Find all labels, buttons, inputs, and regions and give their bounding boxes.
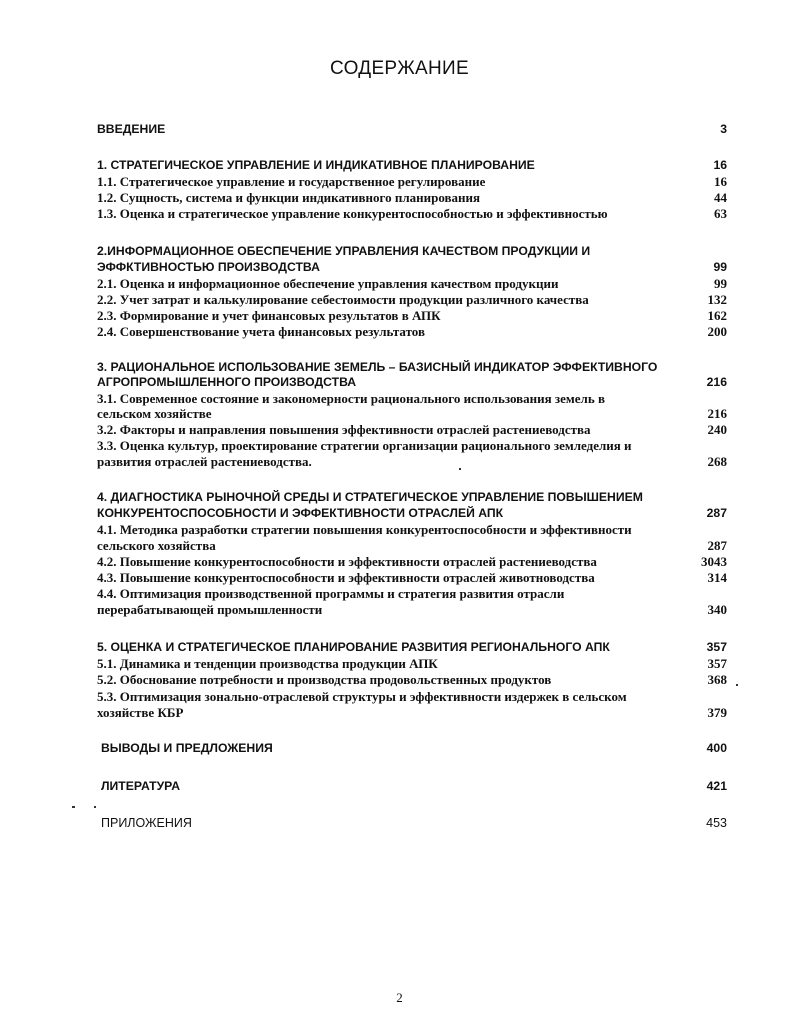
toc-page-number: 400	[706, 741, 727, 755]
toc-page-number: 453	[706, 816, 727, 830]
toc-page-number: 287	[706, 506, 727, 520]
toc-item-1-2[interactable]	[97, 190, 727, 205]
toc-item-4-1-line1[interactable]	[97, 522, 727, 537]
toc-page-number: 162	[707, 308, 727, 323]
toc-entry-intro[interactable]	[97, 122, 727, 137]
toc-entry-literature[interactable]	[101, 779, 727, 794]
toc-item-3-1-line1[interactable]	[97, 391, 727, 406]
toc-page-number: 357	[706, 640, 727, 654]
scan-speck	[94, 806, 96, 808]
toc-section-1[interactable]	[97, 158, 727, 173]
toc-page-number: 16	[713, 158, 727, 172]
scan-speck	[72, 806, 75, 808]
toc-item-label: 3.2. Факторы и направления повышения эффективности отраслей растениеводства	[97, 422, 591, 437]
scan-speck	[736, 684, 738, 686]
toc-item-3-3-line1[interactable]	[97, 438, 727, 453]
toc-item-label: 5.1. Динамика и тенденции производства продукции АПК	[97, 656, 438, 671]
toc-section-label: ЭФФКТИВНОСТЬЮ ПРОИЗВОДСТВА	[97, 260, 320, 274]
toc-section-4-line1[interactable]	[97, 490, 727, 505]
toc-page-number: 63	[714, 206, 727, 221]
toc-entry-appendices[interactable]	[101, 816, 727, 831]
toc-item-3-2[interactable]	[97, 422, 727, 437]
toc-section-4-line2[interactable]	[97, 506, 727, 521]
toc-item-5-1[interactable]	[97, 656, 727, 671]
toc-item-4-4-line2[interactable]	[97, 602, 727, 617]
toc-section-label: 1. СТРАТЕГИЧЕСКОЕ УПРАВЛЕНИЕ И ИНДИКАТИВНОЕ ПЛАНИРОВАНИЕ	[97, 158, 535, 172]
toc-entry-label: ЛИТЕРАТУРА	[101, 779, 181, 793]
toc-item-label: 2.4. Совершенствование учета финансовых результатов	[97, 324, 426, 339]
toc-item-label: 3.3. Оценка культур, проектирование стратегии организации рационального земледелия и	[97, 438, 632, 453]
toc-section-2-line2[interactable]	[97, 260, 727, 275]
toc-entry-label: ВВЕДЕНИЕ	[97, 122, 166, 136]
toc-item-label: перерабатывающей промышленности	[97, 602, 323, 617]
toc-item-label: 4.4. Оптимизация производственной программы и стратегия развития отрасли	[97, 586, 565, 601]
toc-page-number: 421	[706, 779, 727, 793]
toc-item-2-4[interactable]	[97, 324, 727, 339]
toc-item-label: 1.3. Оценка и стратегическое управление конкурентоспособностью и эффективностью	[97, 206, 608, 221]
toc-page-number: 216	[707, 406, 727, 421]
page-title: СОДЕРЖАНИЕ	[330, 58, 469, 79]
toc-item-4-3[interactable]	[97, 570, 727, 585]
toc-entry-conclusions[interactable]	[101, 741, 727, 756]
toc-item-label: развития отраслей растениеводства.	[97, 454, 312, 469]
toc-section-label: 4. ДИАГНОСТИКА РЫНОЧНОЙ СРЕДЫ И СТРАТЕГИЧЕСКОЕ УПРАВЛЕНИЕ ПОВЫШЕНИЕМ	[97, 490, 643, 504]
toc-item-label: сельском хозяйстве	[97, 406, 212, 421]
toc-item-4-4-line1[interactable]	[97, 586, 727, 601]
toc-item-label: 5.3. Оптимизация зонально-отраслевой структуры и эффективности издержек в сельском	[97, 689, 627, 704]
toc-item-1-1[interactable]	[97, 174, 727, 189]
page-number: 2	[396, 990, 403, 1005]
toc-page-number: 268	[707, 454, 727, 469]
toc-page-number: 368	[707, 672, 727, 687]
toc-section-label: АГРОПРОМЫШЛЕННОГО ПРОИЗВОДСТВА	[97, 375, 357, 389]
toc-page-number: 357	[707, 656, 727, 671]
toc-item-label: 2.3. Формирование и учет финансовых результатов в АПК	[97, 308, 441, 323]
toc-entry-label: ВЫВОДЫ И ПРЕДЛОЖЕНИЯ	[101, 741, 273, 755]
toc-page-number: 132	[707, 292, 727, 307]
toc-page-number: 3043	[701, 554, 727, 569]
toc-item-label: 5.2. Обоснование потребности и производства продовольственных продуктов	[97, 672, 552, 687]
toc-page-number: 314	[707, 570, 727, 585]
toc-section-5[interactable]	[97, 640, 727, 655]
toc-section-label: 5. ОЦЕНКА И СТРАТЕГИЧЕСКОЕ ПЛАНИРОВАНИЕ РАЗВИТИЯ РЕГИОНАЛЬНОГО АПК	[97, 640, 610, 654]
toc-item-5-3-line2[interactable]	[97, 705, 727, 720]
toc-item-2-3[interactable]	[97, 308, 727, 323]
toc-item-label: хозяйстве КБР	[97, 705, 184, 720]
toc-page-number: 240	[707, 422, 727, 437]
toc-section-label: КОНКУРЕНТОСПОСОБНОСТИ И ЭФФЕКТИВНОСТИ ОТРАСЛЕЙ АПК	[97, 506, 504, 520]
toc-item-label: 4.1. Методика разработки стратегии повышения конкурентоспособности и эффективности	[97, 522, 632, 537]
toc-item-3-3-line2[interactable]	[97, 454, 727, 469]
toc-page-number: 287	[707, 538, 727, 553]
scan-speck	[459, 468, 461, 470]
toc-page-number: 16	[714, 174, 727, 189]
toc-item-label: сельского хозяйства	[97, 538, 216, 553]
toc-item-label: 2.1. Оценка и информационное обеспечение управления качеством продукции	[97, 276, 559, 291]
toc-page-number: 99	[713, 260, 727, 274]
toc-item-5-3-line1[interactable]	[97, 689, 727, 704]
toc-item-label: 3.1. Современное состояние и закономерности рационального использования земель в	[97, 391, 605, 406]
toc-item-4-2[interactable]	[97, 554, 727, 569]
toc-item-4-1-line2[interactable]	[97, 538, 727, 553]
toc-page-number: 44	[714, 190, 727, 205]
toc-page-number: 99	[714, 276, 727, 291]
toc-item-label: 1.1. Стратегическое управление и государственное регулирование	[97, 174, 486, 189]
toc-page-number: 379	[707, 705, 727, 720]
toc-page-number: 340	[707, 602, 727, 617]
toc-section-3-line2[interactable]	[97, 375, 727, 390]
toc-item-2-1[interactable]	[97, 276, 727, 291]
toc-section-label: 2.ИНФОРМАЦИОННОЕ ОБЕСПЕЧЕНИЕ УПРАВЛЕНИЯ КАЧЕСТВОМ ПРОДУКЦИИ И	[97, 244, 591, 258]
toc-item-3-1-line2[interactable]	[97, 406, 727, 421]
toc-item-2-2[interactable]	[97, 292, 727, 307]
toc-section-3-line1[interactable]	[97, 360, 727, 375]
toc-item-label: 4.3. Повышение конкурентоспособности и эффективности отраслей животноводства	[97, 570, 595, 585]
toc-section-label: 3. РАЦИОНАЛЬНОЕ ИСПОЛЬЗОВАНИЕ ЗЕМЕЛЬ – БАЗИСНЫЙ ИНДИКАТОР ЭФФЕКТИВНОГО	[97, 360, 658, 374]
toc-page-number: 216	[706, 375, 727, 389]
toc-item-1-3[interactable]	[97, 206, 727, 221]
toc-item-label: 1.2. Сущность, система и функции индикативного планирования	[97, 190, 481, 205]
toc-item-5-2[interactable]	[97, 672, 727, 687]
toc-item-label: 4.2. Повышение конкурентоспособности и эффективности отраслей растениеводства	[97, 554, 597, 569]
toc-item-label: 2.2. Учет затрат и калькулирование себестоимости продукции различного качества	[97, 292, 589, 307]
toc-entry-label: ПРИЛОЖЕНИЯ	[101, 816, 192, 830]
toc-page-number: 3	[720, 122, 727, 136]
toc-page-number: 200	[707, 324, 727, 339]
toc-section-2-line1[interactable]	[97, 244, 727, 259]
